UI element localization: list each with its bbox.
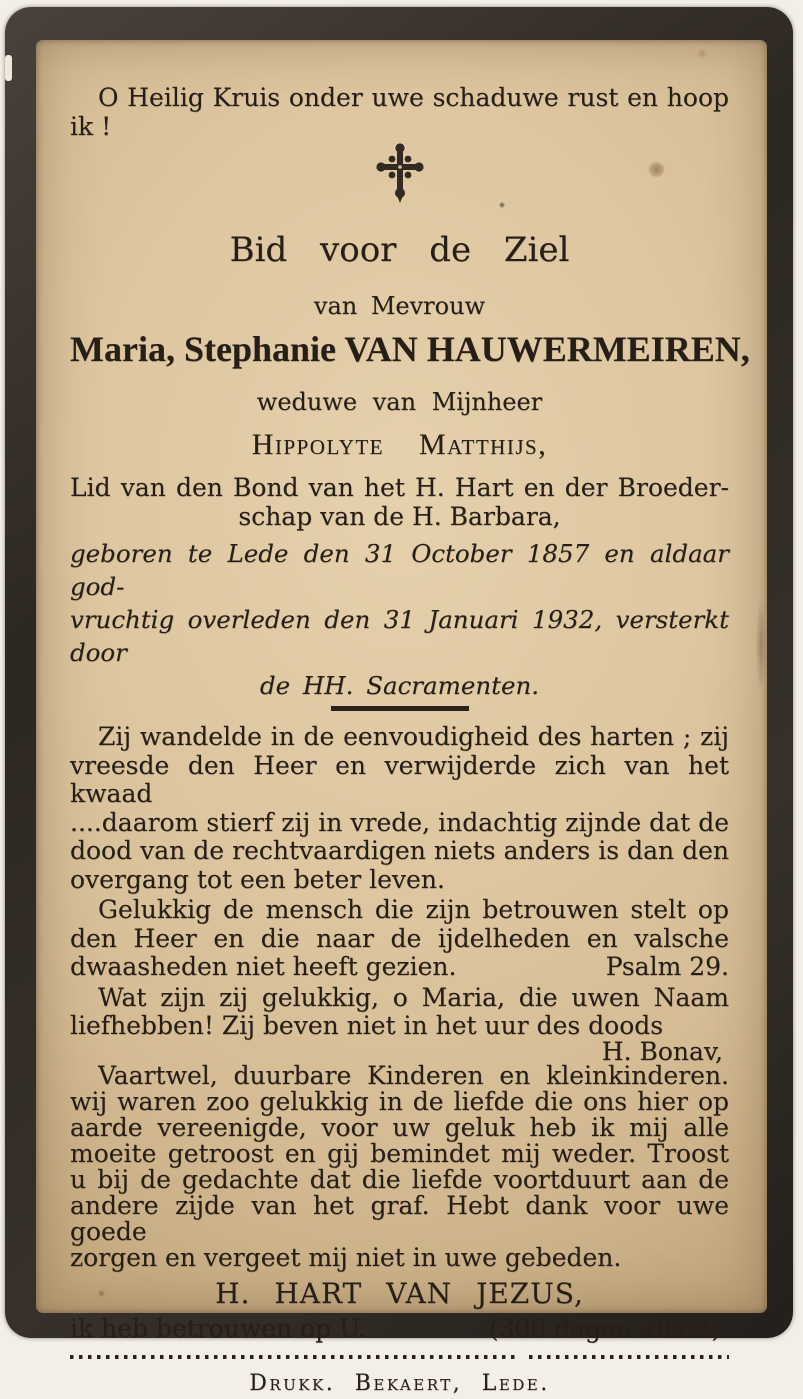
text-line: dwaasheden niet heeft gezien. [70,952,457,981]
text-line: vreesde den Heer en verwijderde zich van het kwaad [70,750,729,808]
text-line: overgang tot een beter leven. [70,864,445,894]
dates-line-1: geboren te Lede den 31 October 1857 en aldaar god- [70,539,729,601]
text-line: Zij wandelde in de eenvoudigheid des harten ; zij [98,722,729,751]
text-line: ....daarom stierf zij in vrede, indachtig zijnde dat de [70,807,729,837]
text-line: moeite getroost en gij bemindet mij weder. Troost [70,1138,729,1168]
invocation [70,84,729,141]
invocation-line-2: ik ! [70,111,112,141]
budded-cross-icon [372,143,428,203]
text-line: dood van de rechtvaardigen niets anders is dan den [70,836,729,865]
text-line: liefhebben! Zij beven niet in het uur des doods [70,1011,664,1040]
prayer-title: Bid voor de Ziel [229,230,570,270]
membership-line-1: Lid van den Bond van het H. Hart en der Broeder- [70,473,729,502]
eulogy-paragraph-2 [70,896,729,982]
separator-rule [331,706,469,711]
card-frame [5,7,793,1396]
invocation-line-1: O Heilig Kruis onder uwe schaduwe rust en hoop [98,83,729,112]
text-line: wij waren zoo gelukkig in de liefde die ons hier op [70,1086,729,1116]
printer-credit: Drukk. Bekaert, Lede. [249,1370,550,1396]
card-content [36,40,767,1396]
husband-name: Hippolyte Matthijs, [251,428,548,461]
text-line: Gelukkig de mensch die zijn betrouwen stelt op [98,895,729,924]
text-line: Wat zijn zij gelukkig, o Maria, die uwen Naam [98,982,729,1012]
salutation: van Mevrouw [313,292,486,320]
edge-wear [5,55,12,81]
dotted-rule-segment [70,1355,516,1359]
vital-dates [70,537,729,702]
deceased-name: Maria, Stephanie VAN HAUWERMEIREN, [70,329,750,369]
dotted-rule-segment [529,1355,729,1359]
text-line: Vaartwel, duurbare Kinderen en kleinkinderen. [98,1060,729,1090]
text-line: den Heer en die naar de ijdelheden en valsche [70,923,729,953]
closing-invocation: ik heb betrouwen op U. [70,1313,366,1343]
dates-line-3: de HH. Sacramenten. [259,671,540,700]
text-line: zorgen en vergeet mij niet in uwe gebeden. [70,1242,622,1272]
closing-heading: H. HART VAN JEZUS, [215,1276,584,1310]
widow-of-line: weduwe van Mijnheer [256,388,543,416]
eulogy-paragraph-1 [70,723,729,894]
text-line: aarde vereenigde, voor uw geluk heb ik mij alle [70,1112,729,1142]
indulgence-note: (300 dagen aflaat). [488,1313,729,1343]
membership-line-2: schap van de H. Barbara, [238,502,561,531]
eulogy-paragraph-3 [70,982,729,1066]
cross-ornament [70,143,729,203]
closing-row [70,1313,729,1345]
text-line: andere zijde van het graf. Hebt dank voor uwe goede [70,1190,729,1246]
author-attribution: H. Bonav, [601,1036,723,1066]
dotted-rule [70,1355,729,1359]
memorial-card-paper [36,40,767,1396]
text-line: u bij de gedachte dat die liefde voortduurt aan de [70,1164,729,1194]
dates-line-2: vruchtig overleden den 31 Januari 1932, versterkt door [70,605,729,667]
psalm-attribution: Psalm 29. [605,952,729,981]
text-line-with-source [70,953,729,982]
membership [70,473,729,531]
farewell-paragraph [70,1060,729,1272]
